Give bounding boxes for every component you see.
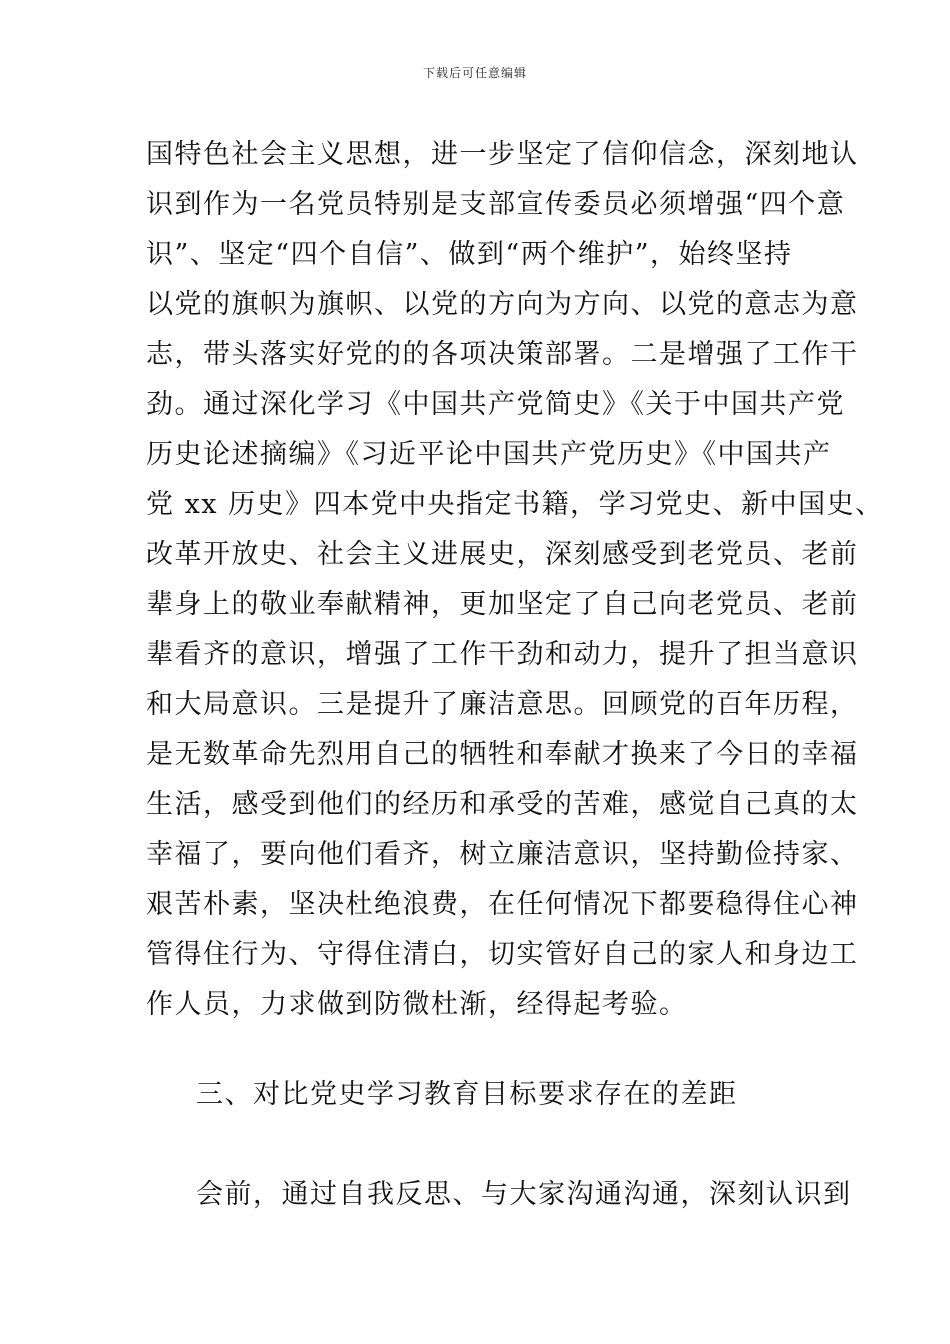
paragraph-line: 国特色社会主义思想，进一步坚定了信仰信念，深刻地认 (146, 139, 859, 170)
paragraph-line: 历史论述摘编》《习近平论中国共产党历史》《中国共产 (146, 439, 832, 470)
paragraph-line: 艰苦朴素，坚决杜绝浪费，在任何情况下都要稳得住心神 (146, 889, 859, 920)
paragraph-line: 改革开放史、社会主义进展史，深刻感受到老党员、老前 (146, 539, 859, 570)
paragraph-line: 作人员，力求做到防微杜渐，经得起考验。 (146, 989, 688, 1020)
body-paragraph (146, 130, 884, 1030)
paragraph-line: 是无数革命先烈用自己的牺牲和奉献才换来了今日的幸福 (146, 739, 859, 770)
section-heading: 三、对比党史学习教育目标要求存在的差距 (196, 1079, 738, 1110)
page-header: 下载后可任意编辑 (422, 66, 527, 80)
next-paragraph-line: 会前，通过自我反思、与大家沟通沟通，深刻认识到 (196, 1179, 852, 1210)
paragraph-line: 辈身上的敬业奉献精神，更加坚定了自己向老党员、老前 (146, 589, 859, 620)
paragraph-line: 劲。通过深化学习《中国共产党简史》《关于中国共产党 (146, 389, 845, 420)
paragraph-line: 志，带头落实好党的的各项决策部署。二是增强了工作干 (146, 339, 859, 370)
paragraph-line: 党 xx 历史》四本党中央指定书籍，学习党史、新中国史、 (146, 489, 884, 520)
paragraph-line: 辈看齐的意识，增强了工作干劲和动力，提升了担当意识 (146, 639, 859, 670)
paragraph-line: 生活，感受到他们的经历和承受的苦难，感觉自己真的太 (146, 789, 859, 820)
paragraph-line: 和大局意识。三是提升了廉洁意思。回顾党的百年历程， (146, 689, 859, 720)
paragraph-line: 管得住行为、守得住清白，切实管好自己的家人和身边工 (146, 939, 859, 970)
paragraph-line: 识”、坚定“四个自信”、做到“两个维护”，始终坚持 (146, 239, 793, 270)
paragraph-line: 以党的旗帜为旗帜、以党的方向为方向、以党的意志为意 (146, 289, 859, 320)
paragraph-line: 识到作为一名党员特别是支部宣传委员必须增强“四个意 (146, 189, 846, 220)
paragraph-line: 幸福了，要向他们看齐，树立廉洁意识，坚持勤俭持家、 (146, 839, 859, 870)
